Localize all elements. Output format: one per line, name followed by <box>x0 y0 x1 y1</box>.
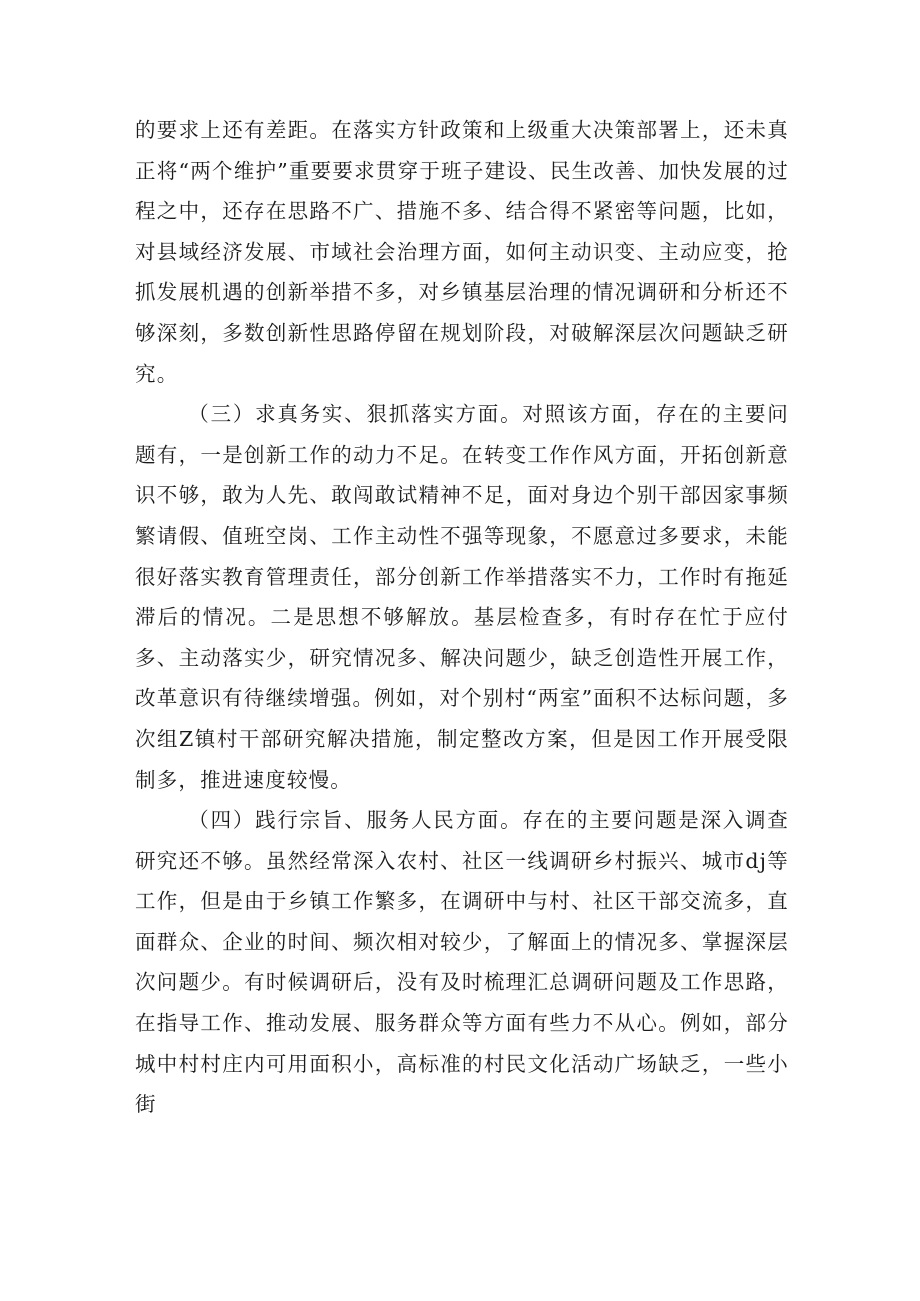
paragraph-1: 的要求上还有差距。在落实方针政策和上级重大决策部署上，还未真正将“两个维护”重要要求贯穿于班子建设、民生改善、加快发展的过程之中，还存在思路不广、措施不多、结合得不紧密等问题，比如，对县域经济发展、市域社会治理方面，如何主动识变、主动应变，抢抓发展机遇的创新举措不多，对乡镇基层治理的情况调研和分析还不够深刻，多数创新性思路停留在规划阶段，对破解深层次问题缺乏研究。 <box>135 118 789 386</box>
paragraph-2: （三）求真务实、狠抓落实方面。对照该方面，存在的主要问题有，一是创新工作的动力不足。在转变工作作风方面，开拓创新意识不够，敢为人先、敢闯敢试精神不足，面对身边个别干部因家事频繁请假、值班空岗、工作主动性不强等现象，不愿意过多要求，未能很好落实教育管理责任，部分创新工作举措落实不力，工作时有拖延滞后的情况。二是思想不够解放。基层检查多，有时存在忙于应付多、主动落实少，研究情况多、解决问题少，缺乏创造性开展工作，改革意识有待继续增强。例如，对个别村“两室”面积不达标问题，多次组Z镇村干部研究解决措施，制定整改方案，但是因工作开展受限制多，推进速度较慢。 <box>135 402 789 792</box>
document-body <box>135 110 789 1125</box>
paragraph-3: （四）践行宗旨、服务人民方面。存在的主要问题是深入调查研究还不够。虽然经常深入农村、社区一线调研乡村振兴、城市dj等工作，但是由于乡镇工作繁多，在调研中与村、社区干部交流多，直面群众、企业的时间、频次相对较少，了解面上的情况多、掌握深层次问题少。有时候调研后，没有及时梳理汇总调研问题及工作思路，在指导工作、推动发展、服务群众等方面有些力不从心。例如，部分城中村村庄内可用面积小，高标准的村民文化活动广场缺乏，一些小街 <box>135 808 789 1117</box>
